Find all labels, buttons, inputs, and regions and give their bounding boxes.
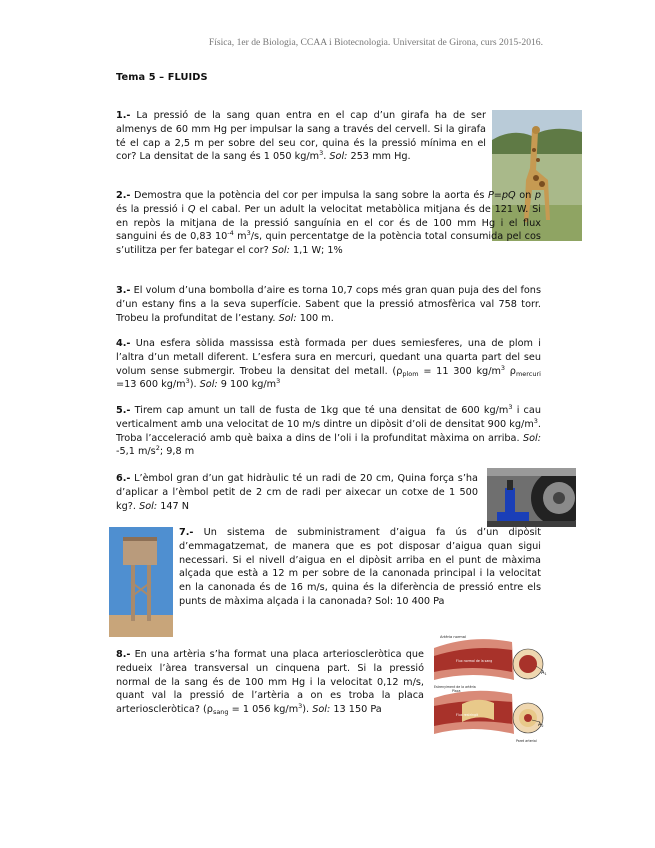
solution-label: Sol: (139, 500, 158, 512)
problem-number: 3.- (116, 285, 131, 296)
rho-symbol: (ρ (392, 365, 403, 377)
problem-text: és la pressió i (116, 203, 185, 215)
superscript: 3 (319, 149, 324, 158)
artery-label-narrow: Estrenyiment de la artèria (434, 685, 476, 689)
superscript: -4 (227, 229, 234, 238)
problem-5 (116, 404, 541, 459)
problem-text: i cau verticalment amb una velocitat de 10 m/s dintre un dipòsit d’oli de densitat 900 kg/m (116, 405, 541, 430)
problem-8 (116, 648, 424, 717)
artery-label-flow: Flux normal de la sang (456, 659, 493, 663)
artery-label-restricted: Flux restringit (456, 713, 479, 717)
punctuation: ). (189, 379, 197, 391)
problem-text: El volum d’una bombolla d’aire es torna 10,7 cops més gran quan puja des del fons d’un estany fins a la seva superfície. Sabent que la pressió atmosfèrica val 758 torr. Trobeu la profunditat de l’estany. (116, 285, 541, 324)
problem-number: 4.- (116, 338, 131, 349)
problem-4 (116, 337, 541, 392)
problem-text: La pressió de la sang quan entra en el cap d’un girafa ha de ser almenys de 60 mm Hg per impulsar la sang a través del cervell. Si la girafa té el cap a 2,5 m per sobre del seu cor, quina és la pressió mínima en el cor? La densitat de la sang és 1 050 kg/m (116, 110, 486, 163)
artery-label-plaque: Placa (452, 689, 461, 693)
solution-label: Sol: (522, 432, 541, 444)
rho-symbol: (ρ (203, 704, 213, 716)
solution-label: Sol: (271, 245, 290, 257)
solution-label: Sol: (199, 379, 218, 391)
problem-number: 5.- (116, 405, 131, 416)
solution-value: 253 mm Hg. (350, 151, 411, 163)
formula: P=pQ (487, 190, 516, 201)
problem-text: L’èmbol gran d’un gat hidràulic té un radi de 20 cm, Quina força s’ha d’aplicar a l’èmbol petit de 2 cm de radi per aixecar un cotxe de 1 500 kg?. (116, 473, 478, 512)
density-value: = 11 300 kg/m (423, 365, 501, 377)
problem-text: on (519, 190, 532, 201)
solution-value: 9 100 kg/m (220, 379, 277, 391)
artery-label-wall: Paret arterial (516, 739, 537, 743)
problem-text: Demostra que la potència del cor per impulsa la sang sobre la aorta és (133, 190, 485, 201)
superscript: 3 (246, 229, 251, 238)
problem-1 (116, 109, 486, 164)
problem-text: En una artèria s’ha format una placa arterioscleròtica que redueix l’àrea transversal un cinquena part. Si la pressió normal de la sang és de 100 mm Hg i la velocitat 0,12 m/s, quant val la pressió de l’artèria a on es troba la placa arterioscleròtica? (116, 649, 424, 716)
svg-text:A2: $A_2$ (538, 722, 544, 728)
artery-diagram (432, 630, 548, 746)
problem-text: Un sistema de subministrament d’aigua fa ús d’un dipòsit d’emmagatzemat, de manera que es pot disposar d’aigua quan sigui necessari. Si el nivell d’aigua en el dipòsit arriba en el punt de màxima alçada que està a 12 m per sobre de la canonada principal i la velocitat en la canonada és de 16 m/s, quina és la diferència de pressió entre els punts de màxima alçada i la canonada? (179, 527, 541, 607)
solution-label: Sol: (329, 151, 348, 163)
solution-label: Sol: (278, 312, 297, 324)
problem-text: . Troba l’acceleració amb què baixa a dins de l’oli i la profunditat màxima on arriba. (116, 418, 541, 444)
problem-number: 2.- (116, 190, 131, 201)
solution-value: ; 9,8 m (159, 446, 195, 458)
variable-p: p (534, 190, 541, 201)
superscript: 3 (500, 363, 506, 372)
problem-number: 1.- (116, 110, 131, 121)
problem-6 (116, 472, 478, 513)
solution-label: Sol: (312, 704, 331, 716)
punctuation: ). (302, 704, 310, 716)
artery-label-normal (440, 635, 466, 639)
problem-3 (116, 284, 541, 325)
problem-text: m (237, 231, 247, 243)
density-value: =13 600 kg/m (116, 379, 186, 391)
problem-2 (116, 189, 541, 258)
problem-text: Una esfera sòlida massissa està formada per dues semiesferes, una de plom i l’altra d’un metall diferent. L’esfera sura en mercuri, quedant una quarta part del seu volum sense submergir. Trobeu la densitat del metall. (116, 338, 541, 377)
superscript: 3 (185, 377, 190, 386)
solution-value: 13 150 Pa (333, 704, 382, 716)
solution-value: -5,1 m/s (116, 446, 156, 458)
subscript: plom (402, 369, 419, 378)
svg-text:A1: $A_1$ (541, 670, 547, 676)
svg-text:Artèria normal: Artèria normal (440, 635, 466, 639)
density-value: = 1 056 kg/m (231, 704, 299, 716)
solution-value: 147 N (160, 500, 190, 512)
superscript: 3 (508, 403, 513, 411)
water-tower-image (109, 527, 173, 637)
problem-number: 7.- (179, 527, 194, 538)
problem-number: 8.- (116, 649, 131, 660)
problem-number: 6.- (116, 473, 131, 484)
superscript: 3 (276, 377, 281, 386)
solution-value: 1,1 W; 1% (292, 245, 343, 257)
page-title: Tema 5 – FLUIDS (116, 72, 208, 83)
hydraulic-jack-image (487, 468, 576, 527)
superscript: 3 (298, 702, 303, 711)
page-header: Física, 1er de Biologia, CCAA i Biotecnologia. Universitat de Girona, curs 2015-2016. (208, 37, 543, 48)
subscript: sang (212, 708, 229, 717)
rho-symbol: ρ (509, 365, 516, 377)
superscript: 2 (155, 444, 160, 453)
subscript: mercuri (515, 369, 541, 378)
solution-value: 100 m. (299, 312, 334, 324)
punctuation: . (323, 151, 327, 163)
problem-7 (179, 526, 541, 609)
problem-text: /s, quin percentatge de la potència total consumida pel cos s’utilitza per fer bategar el cor? (116, 231, 541, 257)
problem-text: Tirem cap amunt un tall de fusta de 1kg que té una densitat de 600 kg/m (134, 405, 509, 416)
solution-value: Sol: 10 400 Pa (375, 595, 445, 607)
superscript: 3 (533, 416, 538, 425)
variable-q: Q (187, 203, 196, 215)
problem-text: el cabal. Per un adult la velocitat metabòlica mitjana és de 121 W. Si en repòs la mitjana de la pressió sanguínia en el cor és de 100 mm Hg i el flux sanguini és de 0,83 10 (116, 203, 541, 243)
